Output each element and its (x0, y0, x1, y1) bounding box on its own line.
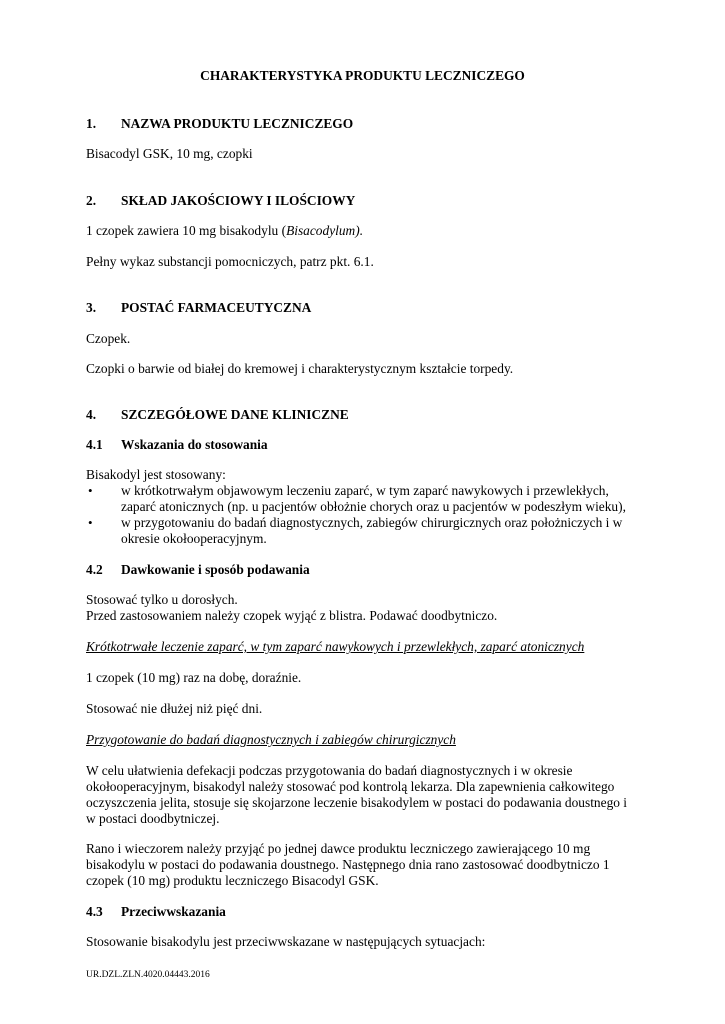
duration-limit: Stosować nie dłużej niż pięć dni. (86, 701, 263, 716)
preparation-line-3: oczyszczenia jelita, stosuje się skojarzone leczenie bisakodylem w postaci do podawania doustnego i (86, 795, 628, 810)
dose-text: 1 czopek (10 mg) raz na dobę, doraźnie. (86, 670, 302, 685)
section-1-number: 1. (86, 116, 97, 131)
subsection-4-2-number: 4.2 (86, 562, 103, 577)
indications-intro: Bisakodyl jest stosowany: (86, 467, 226, 482)
heading-short-term-constipation: Krótkotrwałe leczenie zaparć, w tym zaparć nawykowych i przewlekłych, zaparć atonicznych (86, 639, 585, 654)
subsection-4-1-number: 4.1 (86, 437, 103, 452)
section-4-title: SZCZEGÓŁOWE DANE KLINICZNE (121, 407, 349, 422)
regimen-line-1: Rano i wieczorem należy przyjąć po jednej dawce produktu leczniczego zawierającego 10 mg (86, 841, 591, 856)
preparation-line-1: W celu ułatwienia defekacji podczas przygotowania do badań diagnostycznych i w okresie (86, 763, 573, 778)
heading-preparation: Przygotowanie do badań diagnostycznych i zabiegów chirurgicznych (86, 732, 456, 747)
composition-text: 1 czopek zawiera 10 mg bisakodylu ( (86, 223, 287, 238)
product-name: Bisacodyl GSK, 10 mg, czopki (86, 146, 253, 161)
section-2-title: SKŁAD JAKOŚCIOWY I ILOŚCIOWY (121, 193, 356, 208)
excipients-note: Pełny wykaz substancji pomocniczych, patrz pkt. 6.1. (86, 254, 374, 269)
document-reference-footer: UR.DZL.ZLN.4020.04443.2016 (86, 970, 210, 980)
section-1-title: NAZWA PRODUKTU LECZNICZEGO (121, 116, 354, 131)
contraindications-intro: Stosowanie bisakodylu jest przeciwwskazane w następujących sytuacjach: (86, 934, 486, 949)
preparation-line-2: okołooperacyjnym, bisakodyl należy stosować pod kontrolą lekarza. Dla zapewnienia całkowitego (86, 779, 615, 794)
bullet-icon: • (88, 515, 93, 530)
subsection-4-2-title: Dawkowanie i sposób podawania (121, 562, 310, 577)
form-text: Czopek. (86, 331, 131, 346)
preparation-line-4: w postaci doodbytniczej. (86, 811, 220, 826)
subsection-4-1-title: Wskazania do stosowania (121, 437, 268, 452)
section-3-number: 3. (86, 300, 97, 315)
subsection-4-3-number: 4.3 (86, 904, 103, 919)
composition-line (86, 223, 363, 239)
section-3-title: POSTAĆ FARMACEUTYCZNA (121, 300, 312, 315)
indication-1-line-1: w krótkotrwałym objawowym leczeniu zaparć, w tym zaparć nawykowych i przewlekłych, (121, 483, 609, 498)
indication-1-line-2: zaparć atonicznych (np. u pacjentów obłożnie chorych oraz u pacjentów w podeszłym wieku), (121, 499, 626, 514)
indication-2-line-1: w przygotowaniu do badań diagnostycznych, zabiegów chirurgicznych oraz położniczych i w (121, 515, 623, 530)
section-4-number: 4. (86, 407, 97, 422)
section-2-number: 2. (86, 193, 97, 208)
indication-2-line-2: okresie okołooperacyjnym. (121, 531, 267, 546)
form-description: Czopki o barwie od białej do kremowej i charakterystycznym kształcie torpedy. (86, 361, 514, 376)
dosage-adults-only: Stosować tylko u dorosłych. (86, 592, 238, 607)
dosage-administration: Przed zastosowaniem należy czopek wyjąć z blistra. Podawać doodbytniczo. (86, 608, 498, 623)
regimen-line-2: bisakodylu w postaci do podawania doustnego. Następnego dnia rano zastosować doodbytniczo 1 (86, 857, 610, 872)
composition-latin-name: Bisacodylum). (286, 223, 364, 238)
bullet-icon: • (88, 483, 93, 498)
document-title: CHARAKTERYSTYKA PRODUKTU LECZNICZEGO (200, 68, 525, 83)
subsection-4-3-title: Przeciwwskazania (121, 904, 226, 919)
regimen-line-3: czopek (10 mg) produktu leczniczego Bisacodyl GSK. (86, 873, 379, 888)
